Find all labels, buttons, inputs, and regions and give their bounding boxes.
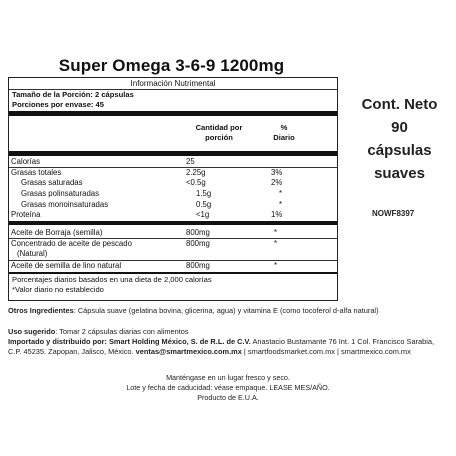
thick-divider [9, 221, 337, 225]
suggested-use: Uso sugerido: Tomar 2 cápsulas diarias con alimentos [8, 327, 189, 336]
lot-expiry-note: Lote y fecha de caducidad: véase empaque. LEASE MES/AÑO. [126, 383, 330, 392]
nutrient-row: Grasas monoinsaturadas 0.5g * [21, 200, 283, 209]
daily-column-header-pct: % [280, 123, 288, 132]
ingredient-row: (Natural) [17, 249, 48, 258]
daily-column-header: Diario [273, 133, 295, 142]
thick-divider [9, 151, 337, 156]
servings-per-container: Porciones por envase: 45 [12, 100, 105, 109]
ingredient-row: Aceite de semilla de lino natural 800mg * [11, 261, 278, 270]
nutrient-row: Grasas saturadas <0.5g 2% [21, 178, 283, 187]
other-ingredients: Otros Ingredientes: Cápsula suave (gelatina bovina, glicerina, agua) y vitamina E (como tocoferol d-alfa natural) [8, 306, 379, 315]
nutrient-row: Calorías 25 [11, 157, 195, 166]
nutrient-row: Grasas totales 2.25g 3% [11, 168, 283, 177]
footnote-not-established: *Valor diario no establecido [12, 285, 104, 294]
product-title: Super Omega 3-6-9 1200mg [58, 56, 285, 75]
divider [9, 272, 337, 274]
panel-header: Información Nutrimental [130, 79, 216, 88]
serving-size: Tamaño de la Porción: 2 cápsulas [12, 90, 134, 99]
nutrient-row: Proteína <1g 1% [11, 210, 283, 219]
footnote-daily-values: Porcentajes diarios basados en una dieta de 2,000 calorías [12, 275, 212, 284]
nutrient-row: Grasas polinsaturadas 1.5g * [21, 189, 283, 198]
importer-info: Importado y distribuido por: Smart Holding México, S. de R.L. de C.V. Anastacio Bustamante 76 Int. 1 Col. Francisco Sarabia, C.P. 45235. Zapopan, Jalisco, México. ventas@smartmexico.com.mx | smartfoodsmarket.com.mx | smartmexico.com.mx [8, 337, 435, 356]
ingredient-row: Aceite de Borraja (semilla) 800mg * [11, 228, 278, 237]
amount-column-header: Cantidad por porción [195, 123, 243, 142]
storage-note: Manténgase en un lugar fresco y seco. [166, 373, 290, 382]
net-content-line1: Cont. Neto [361, 96, 438, 113]
thick-divider [9, 111, 337, 116]
ingredient-row: Concentrado de aceite de pescado 800mg * [11, 239, 278, 248]
nutrition-facts-panel [8, 77, 338, 301]
origin-note: Producto de E.U.A. [197, 393, 259, 402]
product-code: NOWF8397 [372, 209, 415, 218]
net-content-line3: cápsulas [367, 142, 432, 159]
net-content-line2: 90 [391, 119, 408, 136]
net-content-line4: suaves [374, 165, 425, 182]
